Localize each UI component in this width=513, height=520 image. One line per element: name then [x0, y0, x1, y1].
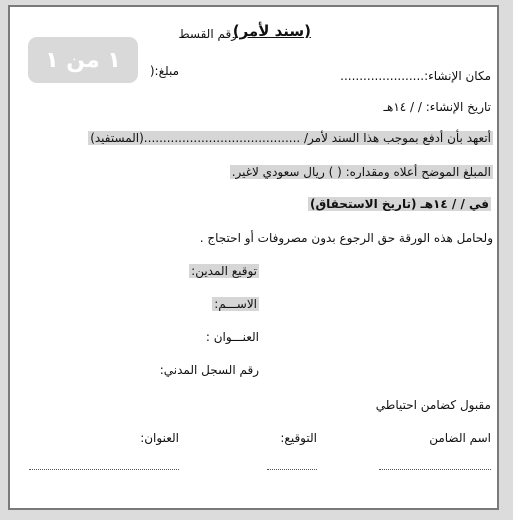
debtor-address-label: العنـــوان : [205, 330, 259, 344]
promissory-note-sheet [8, 5, 499, 510]
guarantor-name-label: اسم الضامن [429, 431, 491, 445]
debtor-civil-id-label: رقم السجل المدني: [159, 363, 259, 377]
pledge-line: أتعهد بأن أدفع بموجب هذا السند لأمر/ .........................................(المستفيد) [90, 131, 491, 145]
debtor-name-label: الاســـم: [214, 297, 257, 311]
guarantor-address-label: العنوان: [140, 431, 179, 445]
amount-label: مبلغ:( [149, 64, 179, 78]
guarantor-signature-line [267, 469, 317, 470]
guarantor-accepted-label: مقبول كضامن احتياطي [375, 398, 491, 412]
document-title: (سند لأمر) [232, 22, 311, 40]
installment-badge: ١ من ١ [28, 37, 138, 83]
amount-line: المبلغ الموضح أعلاه ومقداره: ( ) ريال سعودي لاغير. [231, 165, 491, 179]
guarantor-name-line [379, 469, 491, 470]
due-date-line: في / / ١٤هـ (تاريخ الاستحقاق) [309, 197, 489, 211]
installment-number-label: رقم القسط [178, 27, 237, 41]
debtor-signature-label: توقيع المدين: [191, 264, 257, 278]
guarantor-address-line [29, 469, 179, 470]
place-of-issue: مكان الإنشاء:...................... [340, 69, 491, 83]
guarantor-signature-label: التوقيع: [280, 431, 317, 445]
creation-date: تاريخ الإنشاء: / / ١٤هـ [383, 100, 491, 114]
protest-clause: ولحامل هذه الورقة حق الرجوع بدون مصروفات أو احتجاج . [199, 231, 493, 245]
